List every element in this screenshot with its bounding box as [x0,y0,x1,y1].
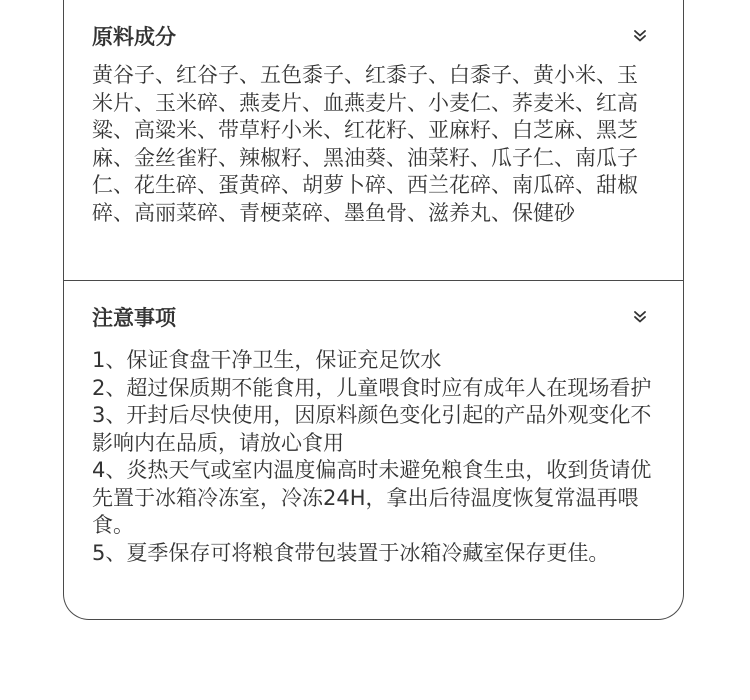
note-item: 5、夏季保存可将粮食带包装置于冰箱冷藏室保存更佳。 [92,540,610,565]
note-item: 4、炎热天气或室内温度偏高时未避免粮食生虫，收到货请优先置于冰箱冷冻室，冷冻24H，拿出后待温度恢复常温再喂食。 [92,458,652,537]
info-card [63,0,684,620]
note-item: 1、保证食盘干净卫生，保证充足饮水 [92,348,442,372]
double-chevron-down-icon[interactable] [633,310,647,324]
section-divider [64,280,683,281]
notes-title: 注意事项 [92,306,176,330]
ingredients-title: 原料成分 [92,25,176,49]
ingredients-section [92,24,652,227]
ingredients-text: 黄谷子、红谷子、五色黍子、红黍子、白黍子、黄小米、玉米片、玉米碎、燕麦片、血燕麦片、小麦仁、荞麦米、红高粱、高粱米、带草籽小米、红花籽、亚麻籽、白芝麻、黑芝麻、金丝雀籽、辣椒籽、黑油葵、油菜籽、瓜子仁、南瓜子仁、花生碎、蛋黄碎、胡萝卜碎、西兰花碎、南瓜碎、甜椒碎、高丽菜碎、青梗菜碎、墨鱼骨、滋养丸、保健砂 [92,63,638,225]
note-item: 2、超过保质期不能食用，儿童喂食时应有成年人在现场看护 [92,375,652,400]
note-item: 3、开封后尽快使用，因原料颜色变化引起的产品外观变化不影响内在品质，请放心食用 [92,403,652,455]
double-chevron-down-icon[interactable] [633,29,647,43]
notes-section [92,305,652,567]
notes-list [92,347,652,567]
